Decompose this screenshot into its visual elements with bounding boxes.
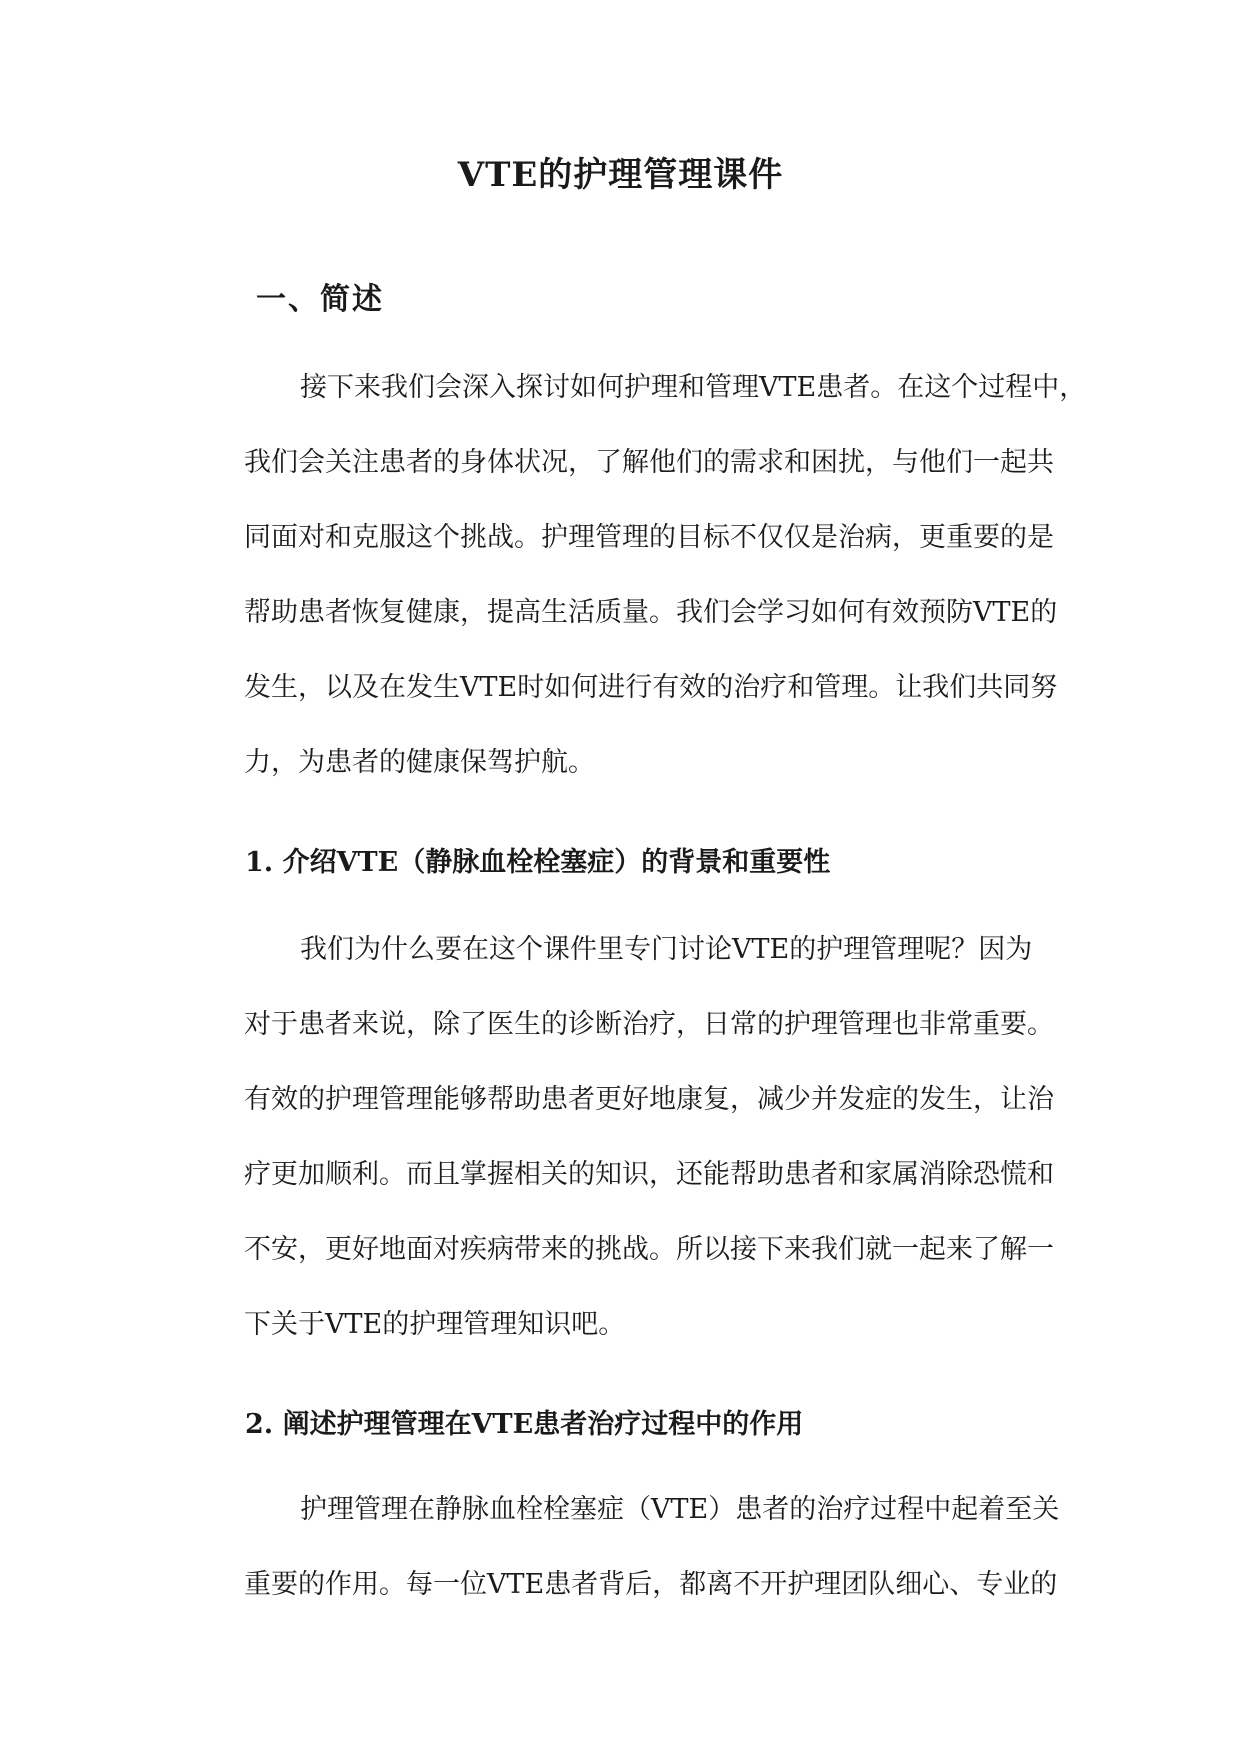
section-heading-role: 2. 阐述护理管理在VTE患者治疗过程中的作用 [245,1409,804,1440]
section-heading-background: 1. 介绍VTE（静脉血栓栓塞症）的背景和重要性 [245,847,831,878]
section-paragraph-background [190,912,1055,1362]
paragraph-line: 同面对和克服这个挑战。护理管理的目标不仅仅是治病，更重要的是 [244,522,1054,553]
section-paragraph-overview [190,350,1087,800]
paragraph-line: 疗更加顺利。而且掌握相关的知识，还能帮助患者和家属消除恐慌和 [244,1159,1054,1190]
paragraph-line: 帮助患者恢复健康，提高生活质量。我们会学习如何有效预防VTE的 [244,597,1058,628]
section-paragraph-role [190,1472,1060,1622]
section-heading-overview: 一、简述 [256,282,384,317]
paragraph-line: 重要的作用。每一位VTE患者背后，都离不开护理团队细心、专业的 [244,1569,1058,1600]
paragraph-line: 有效的护理管理能够帮助患者更好地康复，减少并发症的发生，让治 [244,1084,1054,1115]
paragraph-line: 下关于VTE的护理管理知识吧。 [244,1309,626,1340]
paragraph-line: 我们为什么要在这个课件里专门讨论VTE的护理管理呢？因为 [300,934,1033,965]
paragraph-line: 不安，更好地面对疾病带来的挑战。所以接下来我们就一起来了解一 [244,1234,1054,1265]
document-title: VTE的护理管理课件 [457,155,784,195]
paragraph-line: 我们会关注患者的身体状况，了解他们的需求和困扰，与他们一起共 [244,447,1054,478]
paragraph-line: 发生，以及在发生VTE时如何进行有效的治疗和管理。让我们共同努 [244,672,1058,703]
paragraph-line: 接下来我们会深入探讨如何护理和管理VTE患者。在这个过程中， [300,372,1087,403]
paragraph-line: 护理管理在静脉血栓栓塞症（VTE）患者的治疗过程中起着至关 [300,1494,1060,1525]
paragraph-line: 对于患者来说，除了医生的诊断治疗，日常的护理管理也非常重要。 [244,1009,1054,1040]
paragraph-line: 力，为患者的健康保驾护航。 [244,747,595,778]
